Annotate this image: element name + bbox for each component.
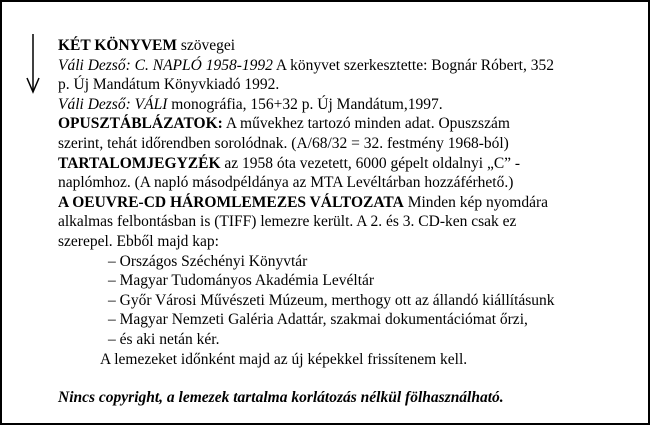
heading <box>58 36 638 56</box>
document-body <box>58 36 638 369</box>
oeuvre-line3: szerepel. Ebből majd kap: <box>58 232 219 250</box>
book2-author: Váli Dezső: <box>58 95 131 113</box>
book2-rest: monográfia, 156+32 p. Új Mandátum,1997. <box>167 95 443 113</box>
toc-label: TARTALOMJEGYZÉK <box>58 154 221 172</box>
heading-rest: szövegei <box>177 37 236 54</box>
book1-line1 <box>58 56 638 76</box>
footer-note: Nincs copyright, a lemezek tartalma korlátozás nélkül fölhasználható. <box>58 389 504 406</box>
book1-title: C. NAPLÓ 1958-1992 <box>130 56 273 74</box>
opus-rest: A művekhez tartozó minden adat. Opuszszám <box>222 115 510 133</box>
toc-rest: az 1958 óta vezetett, 6000 gépelt oldalnyi „C” - <box>220 154 521 172</box>
toc-line1 <box>58 154 638 174</box>
book1-line2: p. Új Mandátum Könyvkiadó 1992. <box>58 76 280 94</box>
refresh-note: A lemezeket időnként majd az új képekkel frissítenem kell. <box>100 350 468 368</box>
book2-line <box>58 95 638 115</box>
opus-line1 <box>58 114 638 134</box>
book1-author: Váli Dezső: <box>58 56 131 74</box>
oeuvre-rest: Minden kép nyomdára <box>403 193 549 211</box>
recipient-item: – Országos Széchényi Könyvtár <box>108 252 308 270</box>
oeuvre-line1 <box>58 193 638 213</box>
recipient-item: – Magyar Tudományos Akadémia Levéltár <box>108 272 375 290</box>
recipient-item: – Magyar Nemzeti Galéria Adattár, szakmai dokumentációmat őrzi, <box>108 311 528 329</box>
recipient-item: – és aki netán kér. <box>108 330 220 348</box>
book1-rest: A könyvet szerkesztette: Bognár Róbert, 352 <box>272 56 554 74</box>
down-arrow-icon <box>26 34 40 94</box>
heading-bold: KÉT KÖNYVEM <box>58 37 177 54</box>
toc-line2: naplómhoz. (A napló másodpéldánya az MTA Levéltárban hozzáférhető.) <box>58 174 514 192</box>
recipient-item: – Győr Városi Művészeti Múzeum, merthogy ott az állandó kiállításunk <box>108 291 555 309</box>
opus-label: OPUSZTÁBLÁZATOK: <box>58 115 223 133</box>
oeuvre-label: A OEUVRE-CD HÁROMLEMEZES VÁLTOZATA <box>58 193 404 211</box>
oeuvre-line2: alkalmas felbontásban is (TIFF) lemezre került. A 2. és 3. CD-ken csak ez <box>58 213 517 231</box>
opus-line2: szerint, tehát időrendben sorolódnak. (A/68/32 = 32. festmény 1968-ból) <box>58 134 509 152</box>
book2-title: VÁLI <box>130 95 168 113</box>
